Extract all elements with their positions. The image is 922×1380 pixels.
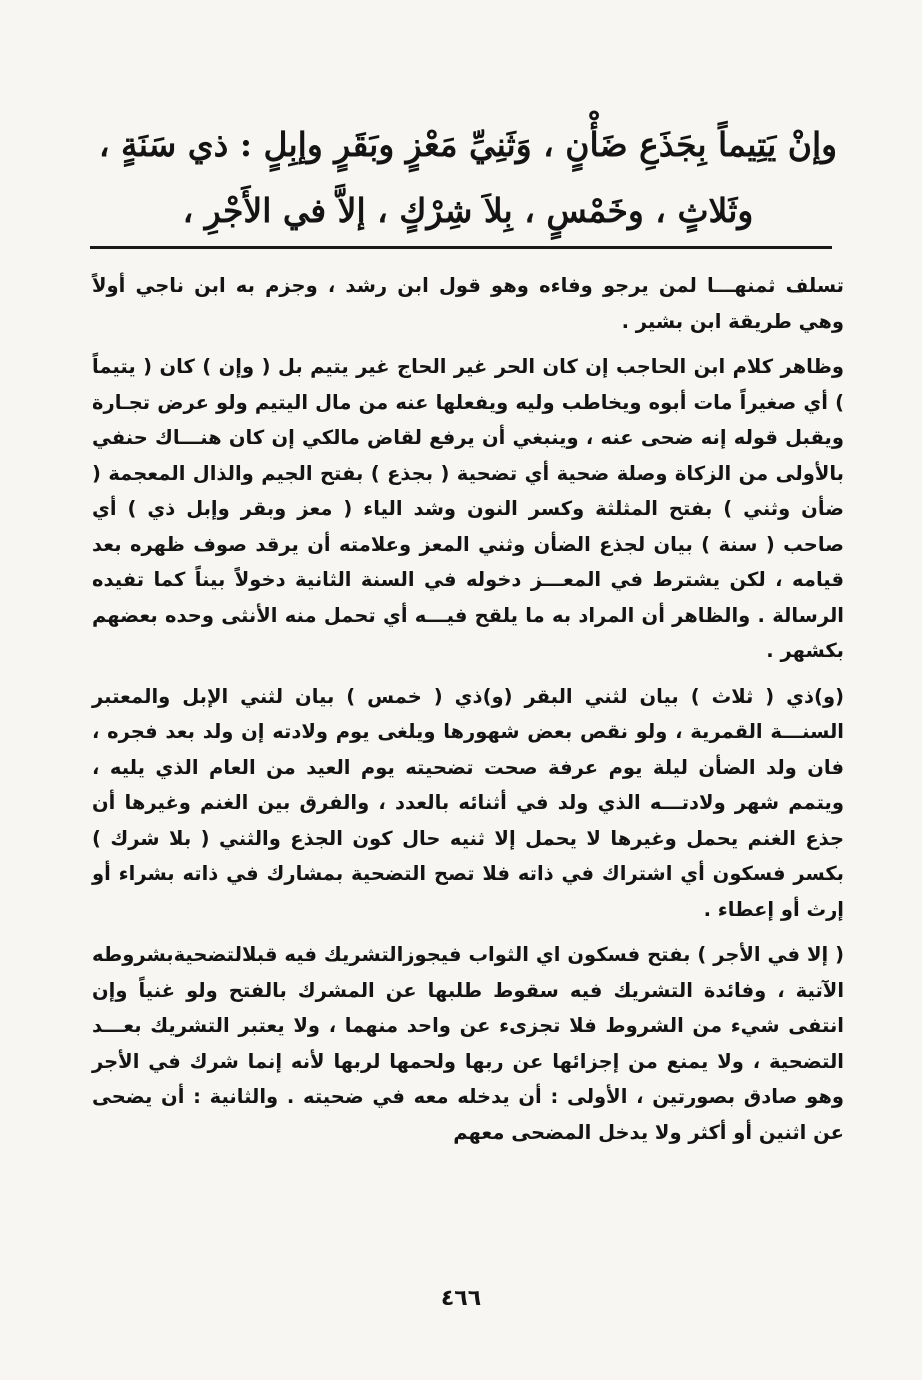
paragraph-3: (و)ذي ( ثلاث ) بيان لثني البقر (و)ذي ( خمس ) بيان لثني الإبل والمعتبر السنـــة القمرية ، ولو نقص بعض شهورها ويلغى يوم ولادته إن ولد بعد فجره ، فان ولد الضأن ليلة يوم عرفة صحت تضحيته يوم العيد من العام الذي يليه ، ويتمم شهر ولادتـــه الذي ولد في أثنائه بالعدد ، والفرق بين الغنم وغيرها أن جذع الغنم يحمل وغيرها لا يحمل إلا ثنيه حال كون الجذع والثني ( بلا شرك ) بكسر فسكون أي اشتراك في ذاته فلا تصح التضحية بمشارك في ذاته بشراء أو إرث أو إعطاء .	[92, 684, 844, 921]
commentary-body	[92, 268, 844, 1160]
paragraph-2: وظاهر كلام ابن الحاجب إن كان الحر غير الحاج غير يتيم بل ( وإن ) كان ( يتيماً ) أي صغيراً مات أبوه ويخاطب وليه ويفعلها عنه من مال اليتيم ولو عرض تجـارة ويقبل قوله إنه ضحى عنه ، وينبغي أن يرفع لقاض مالكي إن كان هنـــاك حنفي بالأولى من الزكاة وصلة ضحية أي تضحية ( بجذع ) بفتح الجيم والذال المعجمة ( ضأن وثني ) بفتح المثلثة وكسر النون وشد الياء ( معز وبقر وإبل ذي ) أي صاحب ( سنة ) بيان لجذع الضأن وثني المعز وعلامته أن يرقد صوف ظهره بعد قيامه ، لكن يشترط في المعـــز دخوله في السنة الثانية دخولاً بيناً كما تفيده الرسالة . والظاهر أن المراد به ما يلقح فيـــه أي تحمل منه الأنثى وحده بعضهم بكشهر .	[92, 355, 844, 662]
matn-line-2: وثَلاثٍ ، وخَمْسٍ ، بِلاَ شِرْكٍ ، إلاَّ في الأَجْرِ ،	[182, 191, 754, 230]
matn-line-1: وإنْ يَتِيماً بِجَذَعِ ضَأْنٍ ، وَثَنِيِّ مَعْزٍ وبَقَرٍ وإبِلٍ : ذي سَنَةٍ ،	[98, 125, 838, 164]
page-number: ٤٦٦	[440, 1286, 482, 1311]
paragraph-4: ( إلا في الأجر ) بفتح فسكون اي الثواب فيجوزالتشريك فيه قبلالتضحيةبشروطه الآتية ، وفائدة التشريك فيه سقوط طلبها عن المشرك بالفتح ولو غنياً وإن انتفى شيء من الشروط فلا تجزىء عن واحد منهما ، ولا يعتبر التشريك بعـــد التضحية ، ولا يمنع من إجزائها عن ربها ولحمها لربها لأنه إنما شرك في الأجر وهو صادق بصورتين ، الأولى : أن يدخله معه في ضحيته . والثانية : أن يضحى عن اثنين أو أكثر ولا يدخل المضحى معهم	[92, 943, 844, 1144]
matn-heading	[92, 0, 844, 244]
paragraph-1: تسلف ثمنهـــا لمن يرجو وفاءه وهو قول ابن رشد ، وجزم به ابن ناجي أولاً وهي طريقة ابن بشير .	[92, 274, 844, 333]
divider-rule	[90, 246, 832, 249]
